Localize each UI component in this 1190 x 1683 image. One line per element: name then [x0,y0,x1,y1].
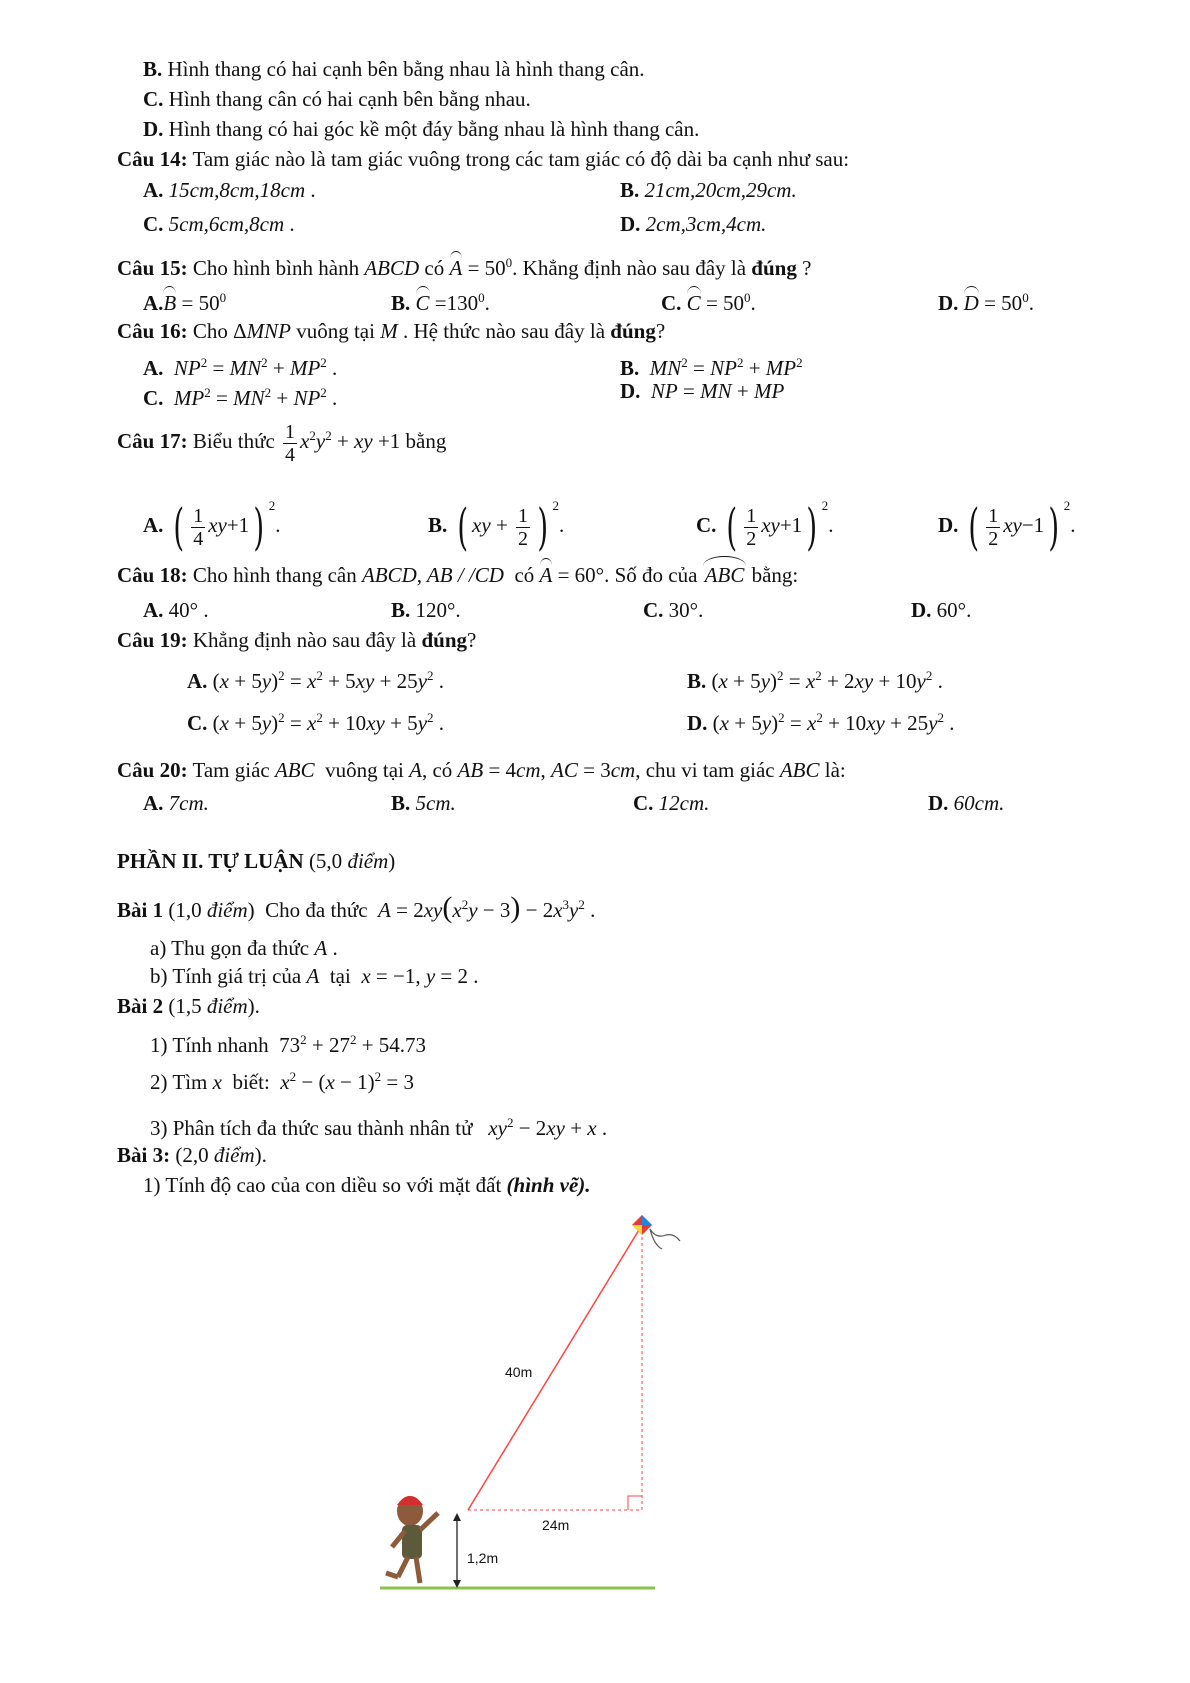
q15-options: $A.B = 50^0$ B. $C =130^0$. C. $C = 50^0$. D. $D = 50^0$. [143,290,1034,315]
question-17: Câu 17: Biểu thức $\frac{1}{4}$ $x^2y^2$ + xy +1 bằng [117,420,447,466]
q14-option-b: B. 21cm,20cm,29cm. [620,178,797,202]
kite-icon [632,1215,680,1249]
q19-option-b: B. $(x + 5y)^2 = x^2 + 2xy + 10y^2$ . [687,668,943,693]
bai2-2: 2) Tìm x biết: $x^2 - (x - 1)^2 = 3$ [150,1069,414,1094]
question-19: Câu 19: Khẳng định nào sau đây là đúng? [117,628,477,652]
bai1-a: a) Thu gọn đa thức A . [150,936,338,960]
q16-option-c: C. $MP^2 = MN^2 + NP^2$ . [143,385,338,410]
q20-options: A. 7cm. B. 5cm. C. 12cm. D. 60cm. [143,791,1005,815]
label-40m: 40m [505,1364,533,1380]
q14-option-d: D. 2cm,3cm,4cm. [620,212,767,236]
q19-option-d: D. $(x + 5y)^2 = x^2 + 10xy + 25y^2$ . [687,710,955,735]
question-15: Câu 15: Cho hình bình hành ABCD có $A = 50^0$. Khẳng định nào sau đây là đúng ? [117,255,812,280]
q18-options: A. 40° . B. 120°. C. 30°. D. 60°. [143,598,972,622]
q13-option-c: C. Hình thang cân có hai cạnh bên bằng nhau. [143,87,531,111]
question-18: Câu 18: Cho hình thang cân ABCD, AB / /CD có A = 60°. Số đo của ABC bằng: [117,563,799,587]
q14-option-c: C. 5cm,6cm,8cm . [143,212,295,236]
q13-option-b: B. Hình thang có hai cạnh bên bằng nhau là hình thang cân. [143,57,645,81]
q13-option-d: D. Hình thang có hai góc kề một đáy bằng nhau là hình thang cân. [143,117,700,141]
bai3: Bài 3: (2,0 điểm). [117,1143,267,1167]
q16-option-d: D. NP = MN + MP [620,379,785,403]
bai3-1: 1) Tính độ cao của con diều so với mặt đất (hình vẽ). [143,1173,591,1197]
bai2: Bài 2 (1,5 điểm). [117,994,260,1018]
question-16: Câu 16: Cho ΔMNP vuông tại M . Hệ thức nào sau đây là đúng? [117,319,666,343]
q19-option-a: A. $(x + 5y)^2 = x^2 + 5xy + 25y^2$ . [187,668,445,693]
label-24m: 24m [542,1517,570,1533]
bai1-b: b) Tính giá trị của A tại x = −1, y = 2 . [150,964,479,988]
part2-heading: PHẦN II. TỰ LUẬN (5,0 điểm) [117,849,396,873]
boy-icon [386,1496,438,1583]
question-14: Câu 14: Tam giác nào là tam giác vuông trong các tam giác có độ dài ba cạnh như sau: [117,147,850,171]
bai2-1: 1) Tính nhanh $73^2 + 27^2 + 54.73$ [150,1032,427,1057]
q16-option-a: A. $NP^2 = MN^2 + MP^2$ . [143,355,338,380]
kite-string [468,1225,642,1510]
right-angle-mark [628,1496,642,1510]
q17-options: A. ( $\frac{1}{4}$ xy+1) $^2$. B. ( xy + $\frac{1}{2}$ ) $^2$. C. ( $\frac{1}{2}$ xy+1) $^2$. D. ( $\frac{1}{2}$ xy−1) $^2$. [143,498,1076,557]
bai2-3: 3) Phân tích đa thức sau thành nhân tử $xy^2 - 2xy + x$ . [150,1115,608,1140]
q19-option-c: C. $(x + 5y)^2 = x^2 + 10xy + 5y^2$ . [187,710,445,735]
kite-figure [380,1205,700,1595]
label-1-2m: 1,2m [467,1550,499,1566]
bai1: Bài 1 (1,0 điểm) Cho đa thức $A = 2xy(x^2y - 3) - 2x^3y^2$ . [117,891,596,924]
question-20: Câu 20: Tam giác ABC vuông tại A, có AB = 4cm, AC = 3cm, chu vi tam giác ABC là: [117,758,846,782]
q16-option-b: B. $MN^2 = NP^2 + MP^2$ [620,355,803,380]
q14-option-a: A. 15cm,8cm,18cm . [143,178,316,202]
